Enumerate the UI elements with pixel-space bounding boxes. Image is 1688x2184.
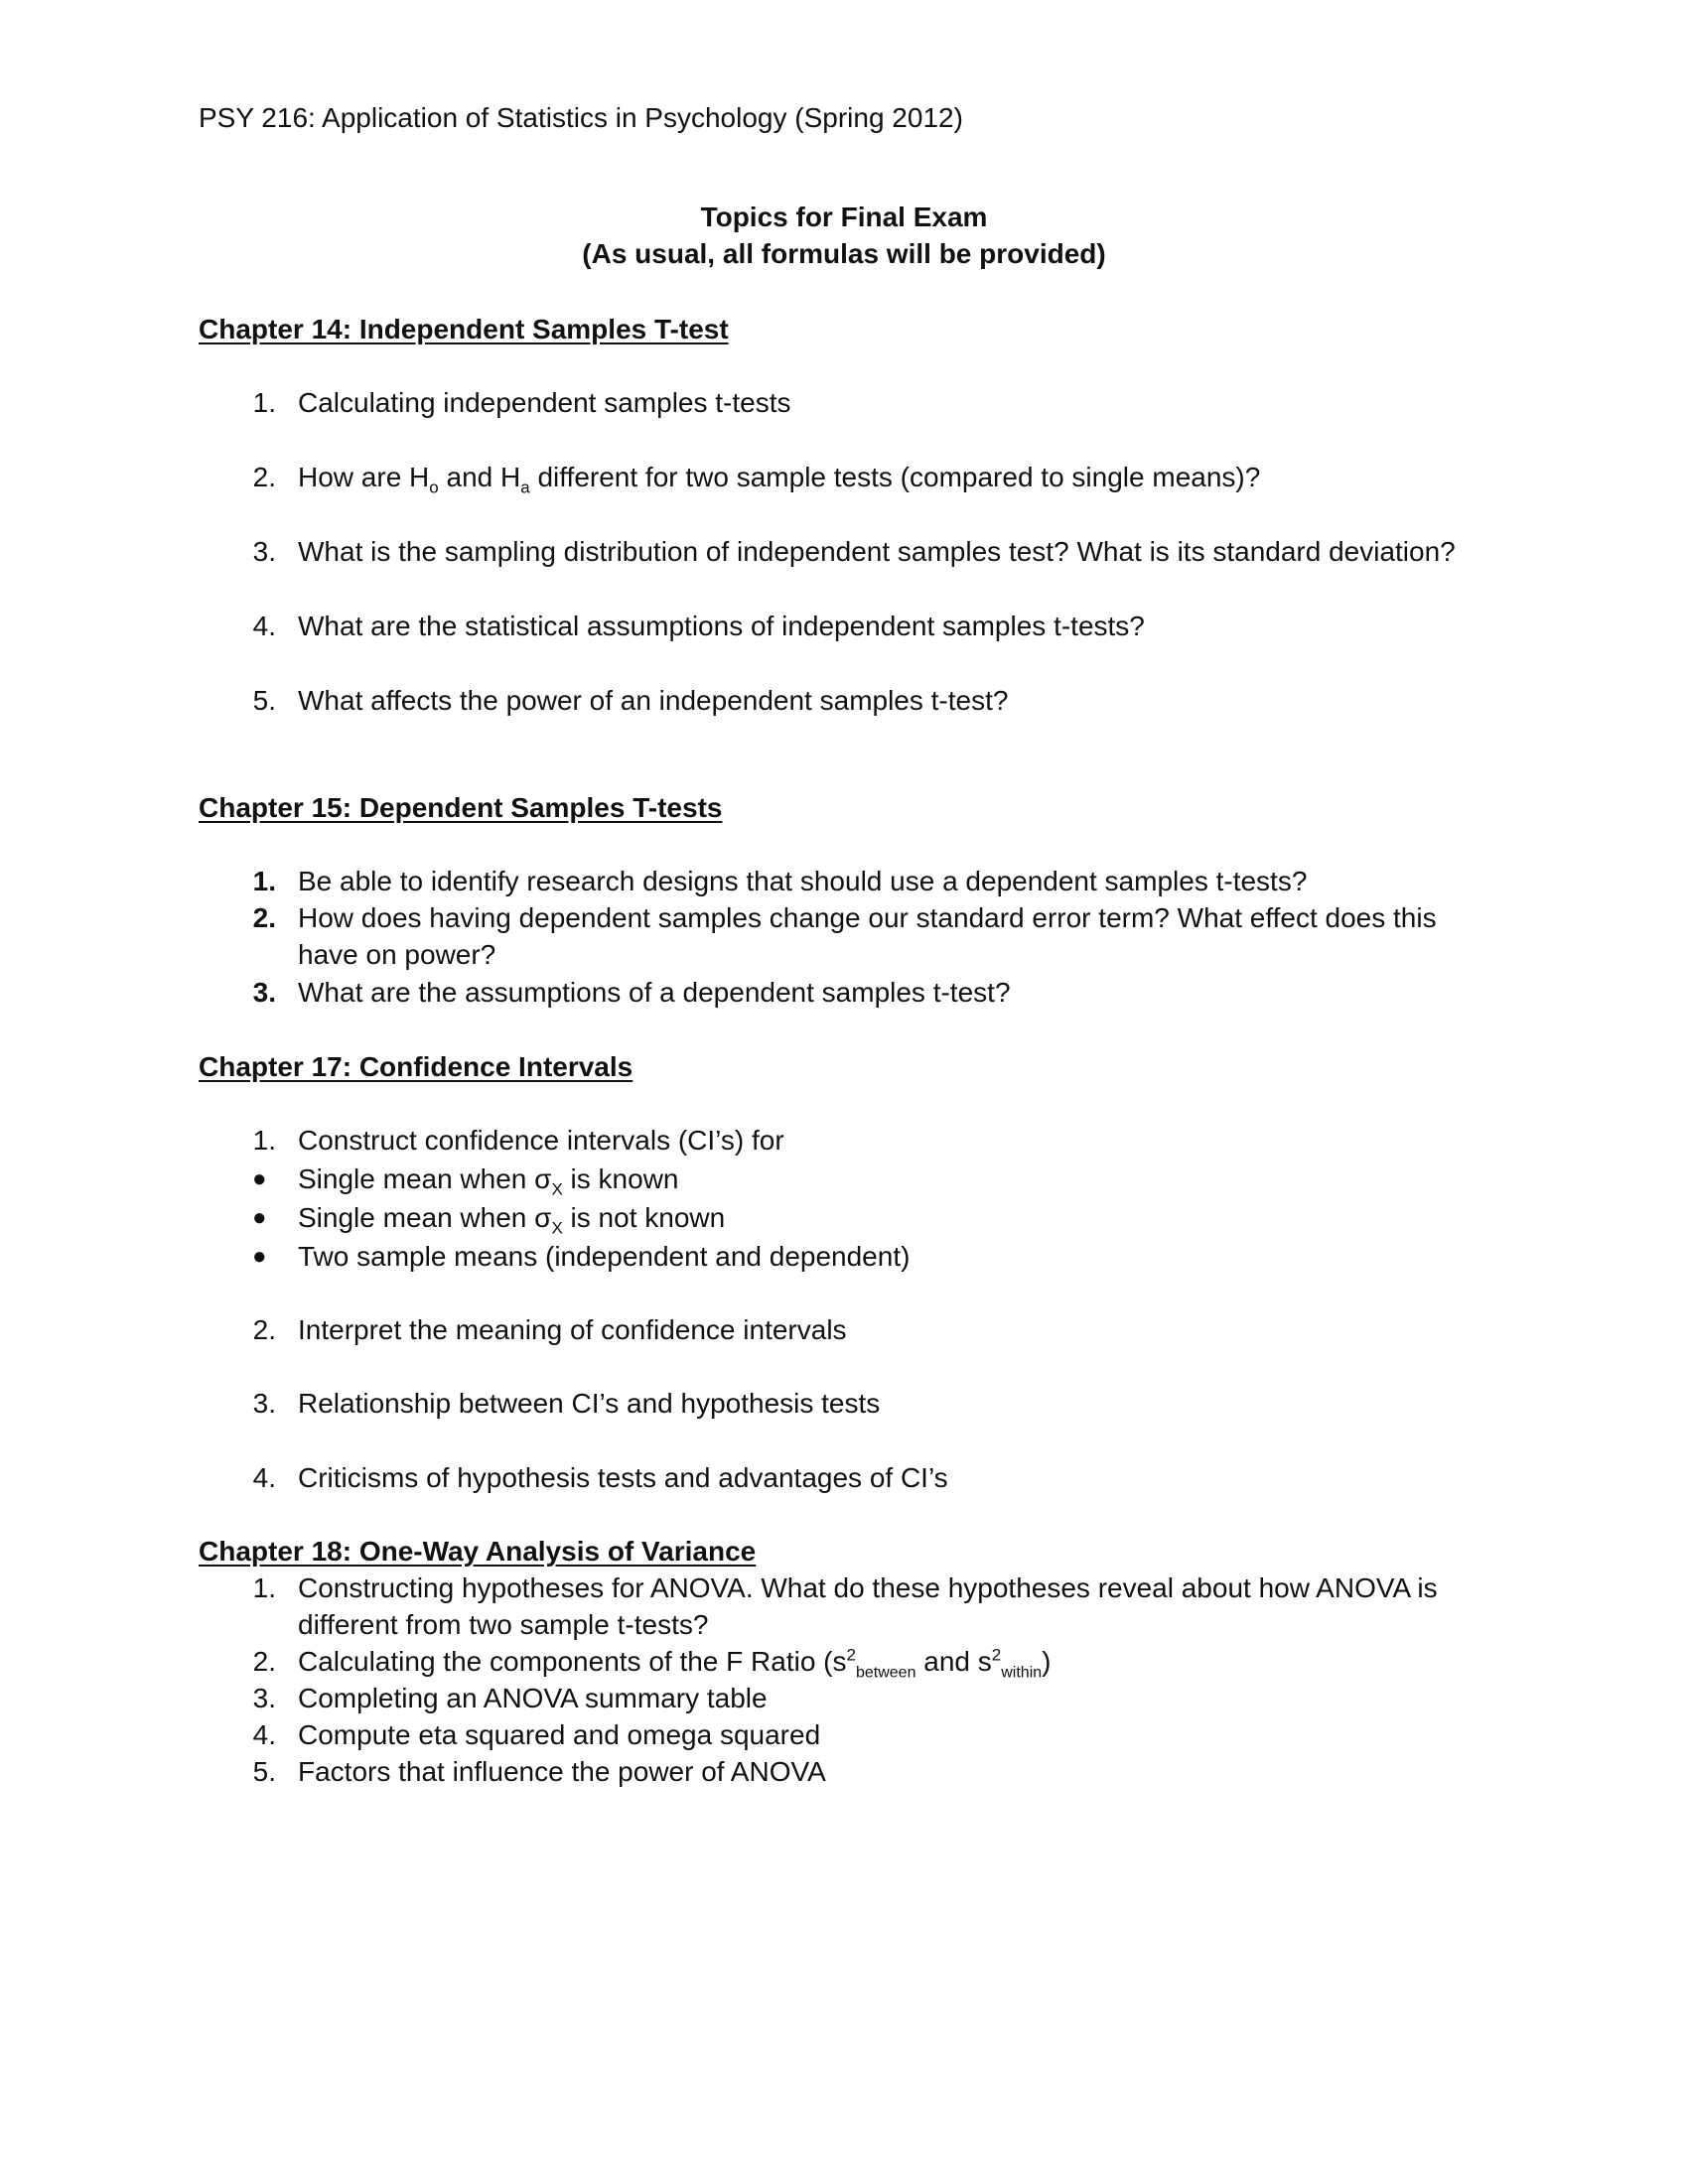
- bullet-dot: ●: [252, 1243, 267, 1270]
- item-number: 4.: [252, 1719, 276, 1750]
- item-number: 3.: [252, 977, 276, 1008]
- item-number: 3.: [252, 1683, 276, 1713]
- item-text: Be able to identify research designs that should use a dependent samples t-tests?: [298, 866, 1308, 896]
- item-text: Factors that influence the power of ANOVA: [298, 1756, 826, 1787]
- item-number: 2.: [252, 1646, 276, 1677]
- course-header: PSY 216: Application of Statistics in Psychology (Spring 2012): [199, 102, 963, 133]
- item-text: Completing an ANOVA summary table: [298, 1683, 768, 1713]
- item-text: Two sample means (independent and dependent): [298, 1241, 911, 1272]
- item-number: 3.: [252, 1388, 276, 1419]
- item-text: How does having dependent samples change our standard error term? What effect does this have on power?: [298, 902, 1437, 970]
- chapter-14-heading: Chapter 14: Independent Samples T-test: [199, 314, 729, 344]
- item-number: 4.: [252, 1462, 276, 1493]
- chapter-17-heading: Chapter 17: Confidence Intervals: [199, 1051, 633, 1082]
- item-text: Calculating the components of the F Ratio ($s^2_{between}$ and $s^2_{within}$): [298, 1645, 1052, 1682]
- item-number: 5.: [252, 685, 276, 716]
- item-text: What affects the power of an independent samples t-test?: [298, 685, 1009, 716]
- page-subtitle: (As usual, all formulas will be provided): [582, 238, 1106, 269]
- item-text: Construct confidence intervals (CI’s) for: [298, 1125, 784, 1156]
- item-text: Criticisms of hypothesis tests and advantages of CI’s: [298, 1462, 948, 1493]
- page-title: Topics for Final Exam: [700, 202, 988, 232]
- item-text: What are the assumptions of a dependent samples t-test?: [298, 977, 1011, 1008]
- item-text: Calculating independent samples t-tests: [298, 387, 791, 418]
- item-number: 2.: [252, 902, 276, 933]
- item-text: Single mean when $\sigma_X$ is known: [298, 1163, 679, 1199]
- item-text: Single mean when $\sigma_X$ is not known: [298, 1202, 726, 1238]
- item-number: 3.: [252, 536, 276, 567]
- item-number: 1.: [252, 1125, 276, 1156]
- bullet-dot: ●: [252, 1204, 267, 1231]
- chapter-15-heading: Chapter 15: Dependent Samples T-tests: [199, 792, 723, 823]
- item-text: Compute eta squared and omega squared: [298, 1719, 821, 1750]
- item-number: 5.: [252, 1756, 276, 1787]
- chapter-18-heading: Chapter 18: One-Way Analysis of Variance: [199, 1536, 757, 1567]
- bullet-dot: ●: [252, 1165, 267, 1192]
- item-text: Constructing hypotheses for ANOVA. What do these hypotheses reveal about how ANOVA is different from two sample t-tests?: [298, 1572, 1438, 1640]
- item-text: Relationship between CI’s and hypothesis tests: [298, 1388, 881, 1419]
- item-text: What are the statistical assumptions of independent samples t-tests?: [298, 611, 1145, 641]
- item-number: 1.: [252, 866, 276, 896]
- item-text: How are $H_o$ and $H_a$ different for two sample tests (compared to single means)?: [298, 462, 1261, 497]
- item-text: Interpret the meaning of confidence intervals: [298, 1314, 847, 1345]
- item-number: 2.: [252, 462, 276, 492]
- item-number: 1.: [252, 387, 276, 418]
- item-text: What is the sampling distribution of independent samples test? What is its standard deviation?: [298, 536, 1456, 567]
- item-number: 2.: [252, 1314, 276, 1345]
- item-number: 4.: [252, 611, 276, 641]
- item-number: 1.: [252, 1572, 276, 1603]
